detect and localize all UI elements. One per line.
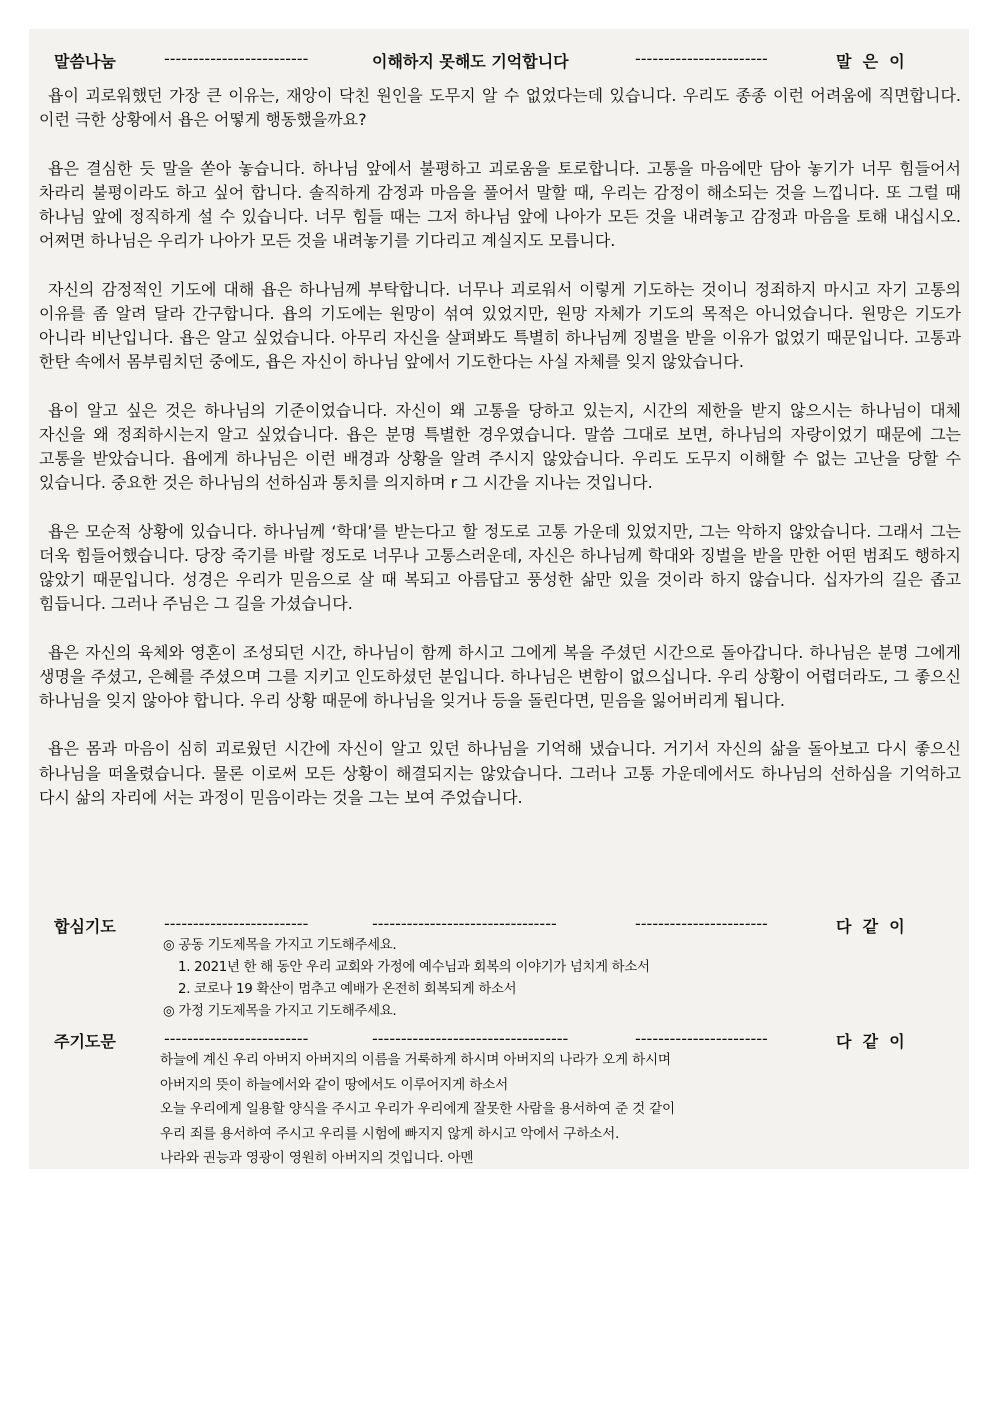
- lords-who: 다 같 이: [836, 1032, 905, 1051]
- bulletin-panel: [29, 29, 969, 1169]
- prayer-list: [163, 935, 650, 1023]
- sermon-paragraph: 욥이 괴로워했던 가장 큰 이유는, 재앙이 닥친 원인을 도무지 알 수 없었다는데 있습니다. 우리도 종종 이런 어려움에 직면합니다. 이런 극한 상황에서 욥은 어떻게 행동했을까요?: [39, 86, 961, 130]
- sermon-dash-right: -----------------------: [635, 49, 768, 68]
- prayer-who: 다 같 이: [836, 917, 905, 936]
- sermon-paragraph: 욥은 모순적 상황에 있습니다. 하나님께 ‘학대’를 받는다고 할 정도로 고통 가운데 있었지만, 그는 악하지 않았습니다. 그래서 그는 더욱 힘들어했습니다. 당장 죽기를 바랄 정도로 너무나 고통스러운데, 자신은 하나님께 학대와 징벌을 받을 만한 어떤 범죄도 행하지 않았기 때문입니다. 성경은 우리가 믿음으로 살 때 복되고 아름답고 풍성한 삶만 있을 것이라 하지 않습니다. 십자가의 길은 좁고 힘듭니다. 그러나 주님은 그 길을 가셨습니다.: [39, 521, 961, 614]
- lords-dash-middle: ----------------------------------: [372, 1029, 569, 1048]
- sermon-speaker: 말 은 이: [836, 52, 905, 71]
- prayer-dash-middle: --------------------------------: [372, 914, 557, 933]
- lords-dash-right: -----------------------: [635, 1029, 768, 1048]
- sermon-body: [39, 84, 961, 810]
- sermon-paragraph: 욥이 알고 싶은 것은 하나님의 기준이었습니다. 자신이 왜 고통을 당하고 있는지, 시간의 제한을 받지 않으시는 하나님이 대체 자신을 왜 정죄하시는지 알고 싶었습니다. 욥은 분명 특별한 경우였습니다. 말씀 그대로 보면, 하나님의 자랑이었기 때문에 그는 고통을 받았습니다. 욥에게 하나님은 이런 배경과 상황을 알려 주시지 않았습니다. 우리도 도무지 이해할 수 없는 고난을 당할 수 있습니다. 중요한 것은 하나님의 선하심과 통치를 의지하며 r 그 시간을 지나는 것입니다.: [39, 400, 961, 493]
- sermon-section-label: 말씀나눔: [54, 52, 116, 71]
- lords-prayer-line: 하늘에 계신 우리 아버지 아버지의 이름을 거룩하게 하시며 아버지의 나라가 오게 하시며: [160, 1052, 671, 1068]
- lords-prayer-text: [160, 1048, 675, 1171]
- lords-prayer-label: 주기도문: [54, 1032, 116, 1051]
- sermon-title: 이해하지 못해도 기억합니다: [372, 52, 569, 71]
- family-prayer-note: ◎ 가정 기도제목을 가지고 기도해주세요.: [163, 1004, 397, 1019]
- prayer-item: 1. 2021년 한 해 동안 우리 교회와 가정에 예수님과 회복의 이야기가 넘치게 하소서: [178, 960, 650, 975]
- sermon-paragraph: 욥은 결심한 듯 말을 쏟아 놓습니다. 하나님 앞에서 불평하고 괴로움을 토로합니다. 고통을 마음에만 담아 놓기가 너무 힘들어서 차라리 불평이라도 하고 싶어 합니다. 솔직하게 감정과 마음을 풀어서 말할 때, 우리는 감정이 해소되는 것을 느낍니다. 또 그럴 때 하나님 앞에 정직하게 설 수 있습니다. 너무 힘들 때는 그저 하나님 앞에 나아가 모든 것을 내려놓고 감정과 마음을 토해 내십시오. 어쩌면 하나님은 우리가 나아가 모든 것을 내려놓기를 기다리고 계실지도 모릅니다.: [39, 158, 961, 251]
- prayer-header: [29, 910, 969, 938]
- sermon-paragraph: 욥은 몸과 마음이 심히 괴로웠던 시간에 자신이 알고 있던 하나님을 기억해 냈습니다. 거기서 자신의 삶을 돌아보고 다시 좋으신 하나님을 떠올렸습니다. 물론 이로써 모든 상황이 해결되지는 않았습니다. 그러나 고통 가운데에서도 하나님의 선하심을 기억하고 다시 삶의 자리에 서는 과정이 믿음이라는 것을 그는 보여 주었습니다.: [39, 739, 961, 807]
- sermon-dash-left: -------------------------: [164, 49, 309, 68]
- lords-prayer-line: 나라와 권능과 영광이 영원히 아버지의 것입니다. 아멘: [160, 1150, 474, 1166]
- lords-prayer-line: 아버지의 뜻이 하늘에서와 같이 땅에서도 이루어지게 하소서: [160, 1076, 509, 1093]
- prayer-item: 2. 코로나 19 확산이 멈추고 예배가 온전히 회복되게 하소서: [178, 982, 517, 997]
- sermon-paragraph: 욥은 자신의 육체와 영혼이 조성되던 시간, 하나님이 함께 하시고 그에게 복을 주셨던 시간으로 돌아갑니다. 하나님은 분명 그에게 생명을 주셨고, 은혜를 주셨으며 그를 지키고 인도하셨던 분입니다. 하나님은 변함이 없으십니다. 우리 상황이 어렵더라도, 그 좋으신 하나님을 잊지 않아야 합니다. 우리 상황 때문에 하나님을 잊거나 등을 돌린다면, 믿음을 잃어버리게 됩니다.: [39, 642, 961, 710]
- prayer-dash-right: -----------------------: [635, 914, 768, 933]
- common-prayer-note: ◎ 공동 기도제목을 가지고 기도해주세요.: [163, 938, 397, 953]
- prayer-section-label: 합심기도: [54, 917, 116, 936]
- prayer-dash-left: -------------------------: [164, 914, 309, 933]
- lords-prayer-line: 우리 죄를 용서하여 주시고 우리를 시험에 빠지지 않게 하시고 악에서 구하소서.: [160, 1125, 620, 1142]
- lords-prayer-line: 오늘 우리에게 일용할 양식을 주시고 우리가 우리에게 잘못한 사람을 용서하여 준 것 같이: [160, 1101, 675, 1117]
- lords-dash-left: -------------------------: [164, 1029, 309, 1048]
- sermon-paragraph: 자신의 감정적인 기도에 대해 욥은 하나님께 부탁합니다. 너무나 괴로워서 이렇게 기도하는 것이니 정죄하지 마시고 자기 고통의 이유를 좀 알려 달라 간구합니다. 욥의 기도에는 원망이 섞여 있었지만, 원망 자체가 기도의 목적은 아니었습니다. 원망은 기도가 아니라 비난입니다. 욥은 알고 싶었습니다. 아무리 자신을 살펴봐도 특별히 하나님께 징벌을 받을 이유가 없었기 때문입니다. 고통과 한탄 속에서 몸부림치던 중에도, 욥은 자신이 하나님 앞에서 기도한다는 사실 자체를 잊지 않았습니다.: [39, 279, 961, 372]
- sermon-header: [29, 45, 969, 73]
